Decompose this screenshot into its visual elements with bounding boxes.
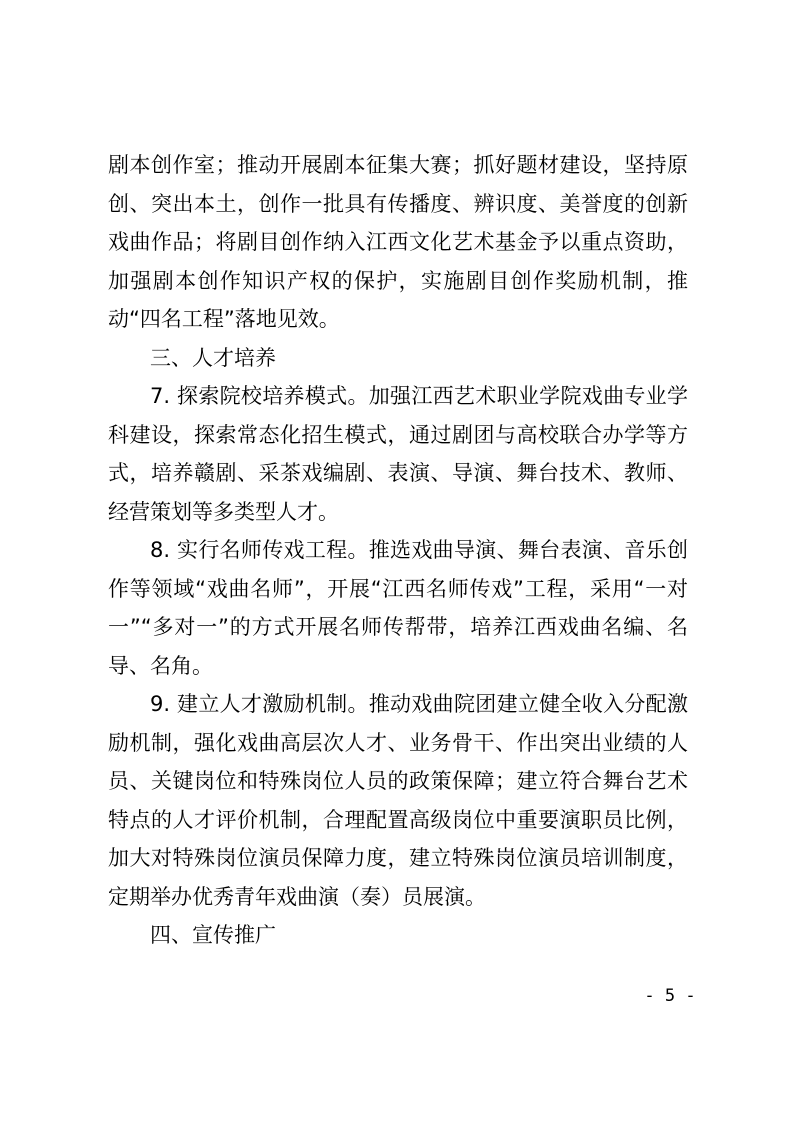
- section-heading-promotion: 四、宣传推广: [150, 923, 276, 947]
- page-number: - 5 -: [644, 986, 696, 1006]
- paragraph-item-9: 9. 建立人才激励机制。推动戏曲院团建立健全收入分配激励机制，强化戏曲高层次人才、业务骨干、作出突出业绩的人员、关键岗位和特殊岗位人员的政策保障；建立符合舞台艺术特点的人才评价机制，合理配置高级岗位中重要演职员比例，加大对特殊岗位演员保障力度，建立特殊岗位演员培训制度，定期举办优秀青年戏曲演（奏）员展演。: [108, 692, 688, 909]
- document-body: [108, 146, 688, 955]
- paragraph-item-7: 7. 探索院校培养模式。加强江西艺术职业学院戏曲专业学科建设，探索常态化招生模式，通过剧团与高校联合办学等方式，培养赣剧、采茶戏编剧、表演、导演、舞台技术、教师、经营策划等多类型人才。: [108, 384, 688, 524]
- section-heading-talent-training: 三、人才培养: [150, 345, 276, 370]
- paragraph-continuation: 剧本创作室；推动开展剧本征集大赛；抓好题材建设，坚持原创、突出本土，创作一批具有传播度、辨识度、美誉度的创新戏曲作品；将剧目创作纳入江西文化艺术基金予以重点资助，加强剧本创作知识产权的保护，实施剧目创作奖励机制，推动“四名工程”落地见效。: [108, 153, 688, 331]
- paragraph-item-8: 8. 实行名师传戏工程。推选戏曲导演、舞台表演、音乐创作等领域“戏曲名师”，开展“江西名师传戏”工程，采用“一对一”“多对一”的方式开展名师传帮带，培养江西戏曲名编、名导、名角。: [108, 538, 688, 678]
